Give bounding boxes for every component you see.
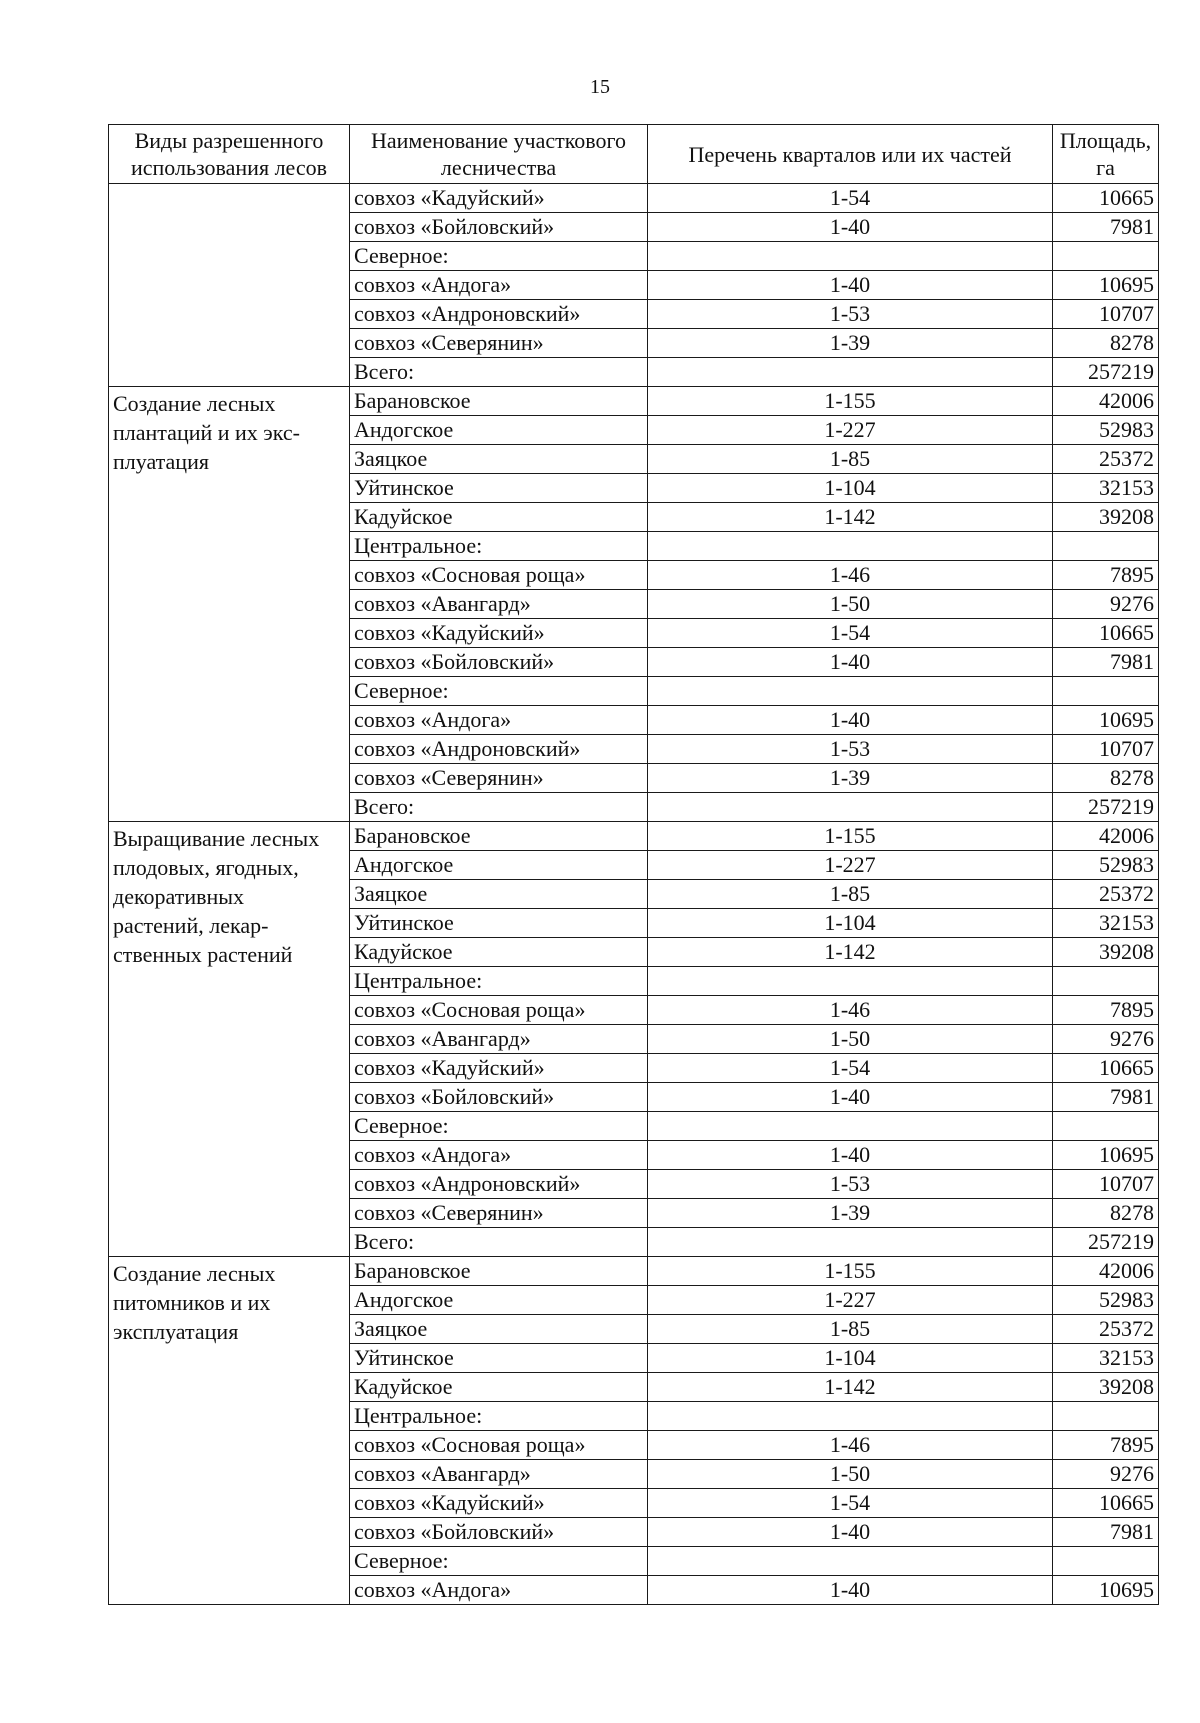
area-cell: 8278 — [1053, 764, 1159, 793]
quarters-cell — [648, 677, 1053, 706]
table-row — [109, 822, 1159, 851]
quarters-cell: 1-50 — [648, 590, 1053, 619]
quarters-cell: 1-104 — [648, 474, 1053, 503]
area-cell: 7981 — [1053, 1518, 1159, 1547]
forestry-name-cell: совхоз «Кадуйский» — [350, 1489, 648, 1518]
forestry-name-cell: Уйтинское — [350, 1344, 648, 1373]
quarters-cell: 1-53 — [648, 735, 1053, 764]
forestry-name-cell: совхоз «Андроновский» — [350, 735, 648, 764]
quarters-cell: 1-227 — [648, 1286, 1053, 1315]
area-cell: 10707 — [1053, 300, 1159, 329]
use-type-cell: Создание лесных питомников и их эксплуатация — [109, 1257, 350, 1605]
area-cell — [1053, 242, 1159, 271]
quarters-cell: 1-155 — [648, 1257, 1053, 1286]
forestry-name-cell: Барановское — [350, 822, 648, 851]
forestry-name-cell: совхоз «Бойловский» — [350, 648, 648, 677]
forestry-name-cell: Северное: — [350, 677, 648, 706]
area-cell: 10707 — [1053, 1170, 1159, 1199]
forestry-name-cell: Заяцкое — [350, 880, 648, 909]
area-cell: 42006 — [1053, 1257, 1159, 1286]
header-forestry-name: Наименование участкового лесничества — [350, 125, 648, 184]
area-cell: 32153 — [1053, 909, 1159, 938]
quarters-cell: 1-40 — [648, 706, 1053, 735]
quarters-cell: 1-142 — [648, 938, 1053, 967]
forestry-name-cell: Заяцкое — [350, 1315, 648, 1344]
area-cell: 7981 — [1053, 213, 1159, 242]
quarters-cell — [648, 358, 1053, 387]
use-type-cell: Создание лесных плантаций и их экс- плуатация — [109, 387, 350, 822]
quarters-cell — [648, 532, 1053, 561]
forestry-name-cell: совхоз «Авангард» — [350, 1025, 648, 1054]
forestry-name-cell: совхоз «Сосновая роща» — [350, 1431, 648, 1460]
table-header-row — [109, 125, 1159, 184]
use-type-cell: Выращивание лесных плодовых, ягодных, декоративных растений, лекар- ственных растений — [109, 822, 350, 1257]
forestry-name-cell: Уйтинское — [350, 474, 648, 503]
quarters-cell — [648, 793, 1053, 822]
quarters-cell: 1-142 — [648, 1373, 1053, 1402]
area-cell: 7981 — [1053, 648, 1159, 677]
quarters-cell: 1-54 — [648, 184, 1053, 213]
area-cell: 32153 — [1053, 1344, 1159, 1373]
table-body — [109, 184, 1159, 1605]
forestry-name-cell: Кадуйское — [350, 1373, 648, 1402]
area-cell: 257219 — [1053, 1228, 1159, 1257]
quarters-cell: 1-50 — [648, 1460, 1053, 1489]
header-use-type: Виды разрешенного использования лесов — [109, 125, 350, 184]
forestry-name-cell: совхоз «Андога» — [350, 706, 648, 735]
quarters-cell: 1-40 — [648, 1141, 1053, 1170]
forestry-name-cell: Центральное: — [350, 967, 648, 996]
area-cell: 39208 — [1053, 1373, 1159, 1402]
table-row — [109, 387, 1159, 416]
quarters-cell: 1-46 — [648, 996, 1053, 1025]
forestry-name-cell: Всего: — [350, 793, 648, 822]
forestry-name-cell: совхоз «Бойловский» — [350, 213, 648, 242]
quarters-cell: 1-53 — [648, 1170, 1053, 1199]
forestry-name-cell: совхоз «Авангард» — [350, 590, 648, 619]
area-cell: 8278 — [1053, 329, 1159, 358]
quarters-cell: 1-39 — [648, 329, 1053, 358]
quarters-cell: 1-40 — [648, 1083, 1053, 1112]
forestry-name-cell: Северное: — [350, 1547, 648, 1576]
forestry-name-cell: совхоз «Андога» — [350, 1576, 648, 1605]
area-cell: 10695 — [1053, 706, 1159, 735]
area-cell: 10707 — [1053, 735, 1159, 764]
forestry-name-cell: совхоз «Авангард» — [350, 1460, 648, 1489]
area-cell: 7895 — [1053, 1431, 1159, 1460]
header-quarters: Перечень кварталов или их частей — [648, 125, 1053, 184]
quarters-cell — [648, 1402, 1053, 1431]
quarters-cell: 1-39 — [648, 1199, 1053, 1228]
forestry-name-cell: Уйтинское — [350, 909, 648, 938]
quarters-cell — [648, 242, 1053, 271]
area-cell: 52983 — [1053, 1286, 1159, 1315]
quarters-cell: 1-40 — [648, 213, 1053, 242]
forestry-name-cell: Кадуйское — [350, 938, 648, 967]
forestry-name-cell: Северное: — [350, 1112, 648, 1141]
forestry-name-cell: совхоз «Бойловский» — [350, 1518, 648, 1547]
quarters-cell: 1-227 — [648, 416, 1053, 445]
forestry-name-cell: совхоз «Андроновский» — [350, 300, 648, 329]
quarters-cell: 1-40 — [648, 1518, 1053, 1547]
forestry-name-cell: совхоз «Северянин» — [350, 329, 648, 358]
area-cell: 9276 — [1053, 1460, 1159, 1489]
area-cell: 25372 — [1053, 880, 1159, 909]
area-cell: 257219 — [1053, 358, 1159, 387]
area-cell: 7981 — [1053, 1083, 1159, 1112]
area-cell — [1053, 1402, 1159, 1431]
area-cell: 9276 — [1053, 1025, 1159, 1054]
forestry-name-cell: Барановское — [350, 1257, 648, 1286]
quarters-cell: 1-40 — [648, 271, 1053, 300]
table-row — [109, 1257, 1159, 1286]
forestry-name-cell: Всего: — [350, 1228, 648, 1257]
forestry-name-cell: Кадуйское — [350, 503, 648, 532]
area-cell: 52983 — [1053, 416, 1159, 445]
quarters-cell: 1-85 — [648, 445, 1053, 474]
area-cell: 10695 — [1053, 271, 1159, 300]
page-number: 15 — [590, 76, 610, 98]
quarters-cell — [648, 1112, 1053, 1141]
area-cell: 9276 — [1053, 590, 1159, 619]
quarters-cell: 1-155 — [648, 387, 1053, 416]
forestry-name-cell: совхоз «Сосновая роща» — [350, 996, 648, 1025]
forestry-name-cell: совхоз «Кадуйский» — [350, 184, 648, 213]
area-cell: 39208 — [1053, 503, 1159, 532]
quarters-cell — [648, 1547, 1053, 1576]
forestry-name-cell: совхоз «Сосновая роща» — [350, 561, 648, 590]
forestry-name-cell: Центральное: — [350, 1402, 648, 1431]
area-cell: 257219 — [1053, 793, 1159, 822]
forestry-name-cell: совхоз «Андога» — [350, 1141, 648, 1170]
forestry-name-cell: совхоз «Кадуйский» — [350, 1054, 648, 1083]
use-type-cell — [109, 184, 350, 387]
quarters-cell: 1-104 — [648, 909, 1053, 938]
forestry-name-cell: совхоз «Бойловский» — [350, 1083, 648, 1112]
forestry-name-cell: Центральное: — [350, 532, 648, 561]
quarters-cell: 1-40 — [648, 1576, 1053, 1605]
header-area: Площадь, га — [1053, 125, 1159, 184]
area-cell — [1053, 1112, 1159, 1141]
forestry-name-cell: Всего: — [350, 358, 648, 387]
quarters-cell: 1-104 — [648, 1344, 1053, 1373]
quarters-cell: 1-40 — [648, 648, 1053, 677]
forestry-name-cell: Андогское — [350, 851, 648, 880]
quarters-cell: 1-54 — [648, 619, 1053, 648]
area-cell: 7895 — [1053, 561, 1159, 590]
area-cell — [1053, 1547, 1159, 1576]
forestry-name-cell: совхоз «Кадуйский» — [350, 619, 648, 648]
area-cell: 39208 — [1053, 938, 1159, 967]
quarters-cell: 1-53 — [648, 300, 1053, 329]
quarters-cell: 1-39 — [648, 764, 1053, 793]
forestry-name-cell: Заяцкое — [350, 445, 648, 474]
area-cell — [1053, 677, 1159, 706]
area-cell: 10665 — [1053, 1054, 1159, 1083]
area-cell: 42006 — [1053, 387, 1159, 416]
table-row — [109, 184, 1159, 213]
forestry-name-cell: Северное: — [350, 242, 648, 271]
forestry-name-cell: совхоз «Андроновский» — [350, 1170, 648, 1199]
area-cell: 42006 — [1053, 822, 1159, 851]
area-cell: 7895 — [1053, 996, 1159, 1025]
forestry-name-cell: Барановское — [350, 387, 648, 416]
area-cell: 32153 — [1053, 474, 1159, 503]
area-cell: 10665 — [1053, 1489, 1159, 1518]
quarters-cell: 1-142 — [648, 503, 1053, 532]
quarters-cell: 1-85 — [648, 1315, 1053, 1344]
quarters-cell: 1-155 — [648, 822, 1053, 851]
forestry-name-cell: совхоз «Андога» — [350, 271, 648, 300]
area-cell: 10665 — [1053, 619, 1159, 648]
area-cell: 10665 — [1053, 184, 1159, 213]
forestry-name-cell: совхоз «Северянин» — [350, 1199, 648, 1228]
quarters-cell: 1-46 — [648, 561, 1053, 590]
forestry-name-cell: Андогское — [350, 1286, 648, 1315]
area-cell: 10695 — [1053, 1141, 1159, 1170]
quarters-cell: 1-46 — [648, 1431, 1053, 1460]
quarters-cell: 1-54 — [648, 1054, 1053, 1083]
area-cell: 25372 — [1053, 1315, 1159, 1344]
area-cell: 8278 — [1053, 1199, 1159, 1228]
forest-use-table — [108, 124, 1159, 1605]
quarters-cell: 1-85 — [648, 880, 1053, 909]
quarters-cell: 1-227 — [648, 851, 1053, 880]
area-cell — [1053, 532, 1159, 561]
forestry-name-cell: Андогское — [350, 416, 648, 445]
area-cell — [1053, 967, 1159, 996]
forestry-name-cell: совхоз «Северянин» — [350, 764, 648, 793]
area-cell: 52983 — [1053, 851, 1159, 880]
quarters-cell: 1-50 — [648, 1025, 1053, 1054]
quarters-cell — [648, 967, 1053, 996]
quarters-cell — [648, 1228, 1053, 1257]
area-cell: 25372 — [1053, 445, 1159, 474]
quarters-cell: 1-54 — [648, 1489, 1053, 1518]
area-cell: 10695 — [1053, 1576, 1159, 1605]
